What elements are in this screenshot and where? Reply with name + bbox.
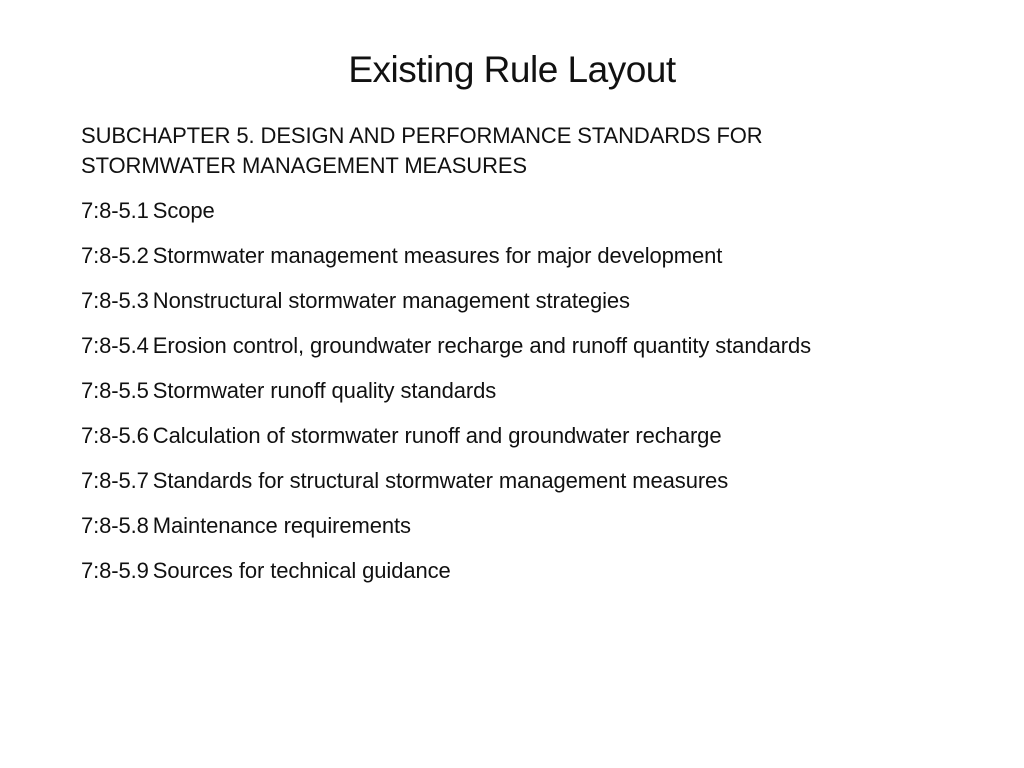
rule-number: 7:8-5.7 — [81, 468, 149, 493]
rule-text: Maintenance requirements — [152, 513, 411, 538]
rule-text: Scope — [152, 198, 215, 223]
rule-number: 7:8-5.9 — [81, 558, 149, 583]
subchapter-heading: SUBCHAPTER 5. DESIGN AND PERFORMANCE STANDARDS FOR STORMWATER MANAGEMENT MEASURES — [81, 123, 763, 178]
rule-number: 7:8-5.8 — [81, 513, 149, 538]
rule-number: 7:8-5.1 — [81, 198, 149, 223]
rule-text: Calculation of stormwater runoff and groundwater recharge — [152, 423, 722, 448]
rule-item — [81, 241, 961, 271]
rule-item — [81, 511, 961, 541]
rule-number: 7:8-5.5 — [81, 378, 149, 403]
rule-text: Erosion control, groundwater recharge and runoff quantity standards — [152, 333, 811, 358]
rule-item — [81, 286, 961, 316]
rule-text: Stormwater management measures for major development — [152, 243, 723, 268]
rule-text: Sources for technical guidance — [152, 558, 451, 583]
rule-number: 7:8-5.3 — [81, 288, 149, 313]
rule-item — [81, 376, 961, 406]
rule-text: Nonstructural stormwater management strategies — [152, 288, 630, 313]
rule-text: Standards for structural stormwater management measures — [152, 468, 729, 493]
rule-number: 7:8-5.6 — [81, 423, 149, 448]
slide-content — [81, 121, 961, 601]
rule-number: 7:8-5.2 — [81, 243, 149, 268]
rule-item — [81, 331, 871, 361]
rule-item — [81, 196, 961, 226]
rule-text: Stormwater runoff quality standards — [152, 378, 497, 403]
slide-title: Existing Rule Layout — [348, 49, 676, 90]
rule-item — [81, 421, 961, 451]
rule-item — [81, 556, 961, 586]
rule-item — [81, 466, 961, 496]
rule-number: 7:8-5.4 — [81, 333, 149, 358]
